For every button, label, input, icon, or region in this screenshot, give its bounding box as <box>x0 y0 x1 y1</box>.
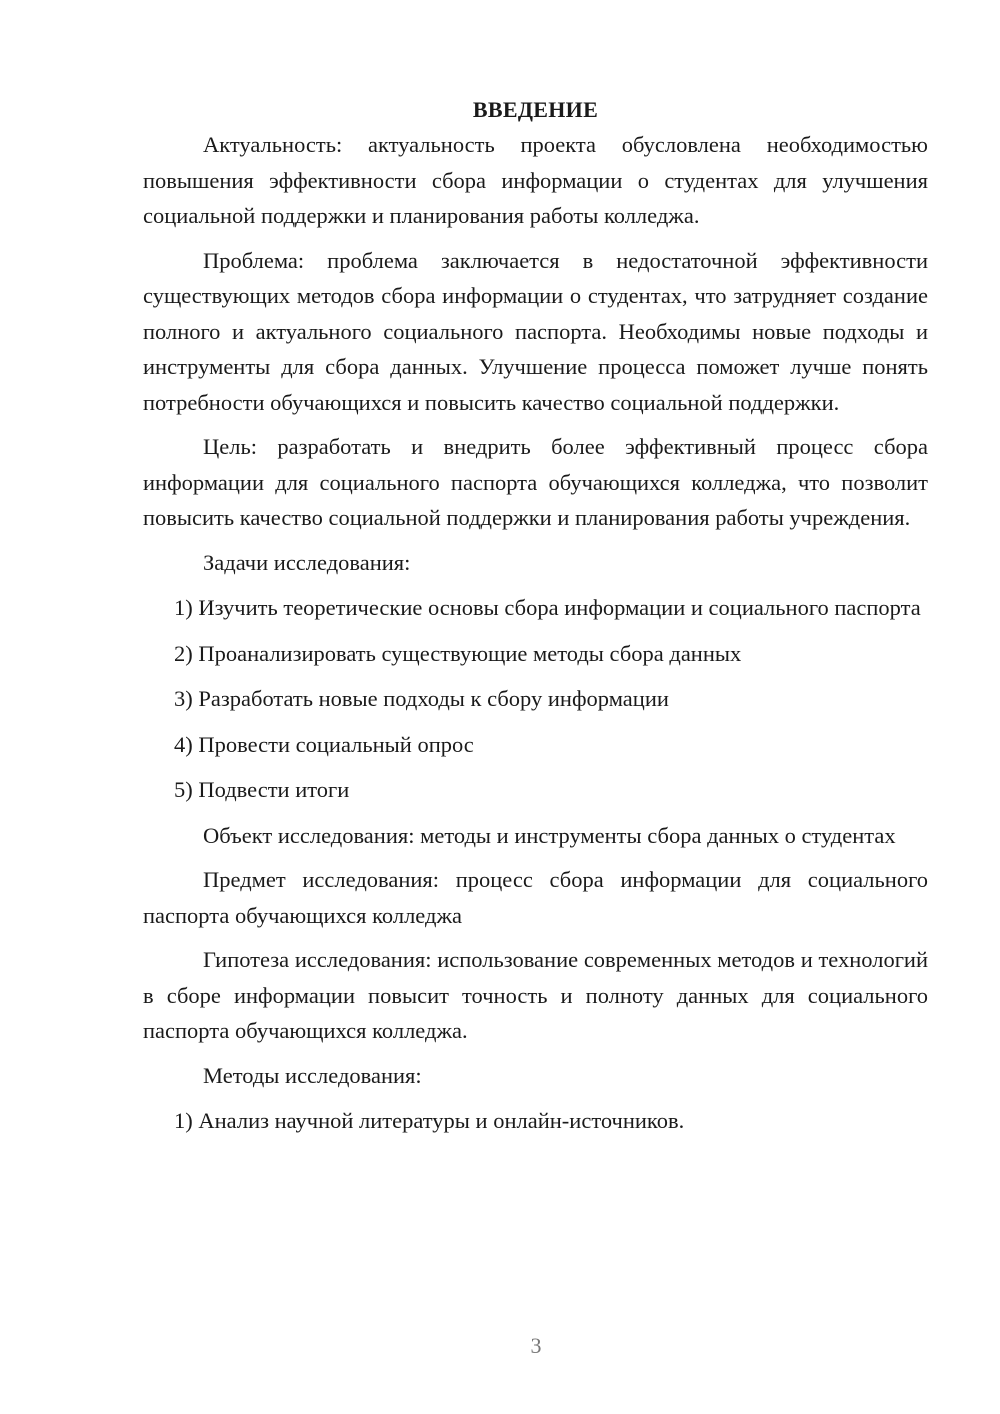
document-page <box>143 92 928 1149</box>
paragraph-problem: Проблема: проблема заключается в недостаточной эффективности существующих методов сбора информации о студентах, что затрудняет создание полного и актуального социального паспорта. Необходимы новые подходы и инструменты для сбора данных. Улучшение процесса поможет лучше понять потребности обучающихся и повысить качество социальной поддержки. <box>143 247 928 415</box>
paragraph-subject: Предмет исследования: процесс сбора информации для социального паспорта обучающихся колледжа <box>143 867 928 928</box>
method-item-1: 1) Анализ научной литературы и онлайн-источников. <box>174 1108 685 1133</box>
page-number: 3 <box>530 1333 542 1358</box>
task-item-3: 3) Разработать новые подходы к сбору информации <box>174 686 669 711</box>
paragraph-object: Объект исследования: методы и инструменты сбора данных о студентах <box>203 822 896 848</box>
tasks-title: Задачи исследования: <box>203 549 411 575</box>
methods-title: Методы исследования: <box>203 1062 422 1088</box>
task-item-1: 1) Изучить теоретические основы сбора информации и социального паспорта <box>174 595 921 620</box>
task-item-5: 5) Подвести итоги <box>174 777 350 802</box>
paragraph-goal: Цель: разработать и внедрить более эффективный процесс сбора информации для социального паспорта обучающихся колледжа, что позволит повысить качество социальной поддержки и планирования работы учреждения. <box>143 434 928 530</box>
paragraph-relevance: Актуальность: актуальность проекта обусловлена необходимостью повышения эффективности сбора информации о студентах для улучшения социальной поддержки и планирования работы колледжа. <box>143 132 928 228</box>
task-item-4: 4) Провести социальный опрос <box>174 731 474 757</box>
paragraph-hypothesis: Гипотеза исследования: использование современных методов и технологий в сборе информации повысит точность и полноту данных для социального паспорта обучающихся колледжа. <box>143 947 928 1043</box>
task-item-2: 2) Проанализировать существующие методы сбора данных <box>174 640 742 666</box>
section-heading: ВВЕДЕНИЕ <box>472 97 599 122</box>
